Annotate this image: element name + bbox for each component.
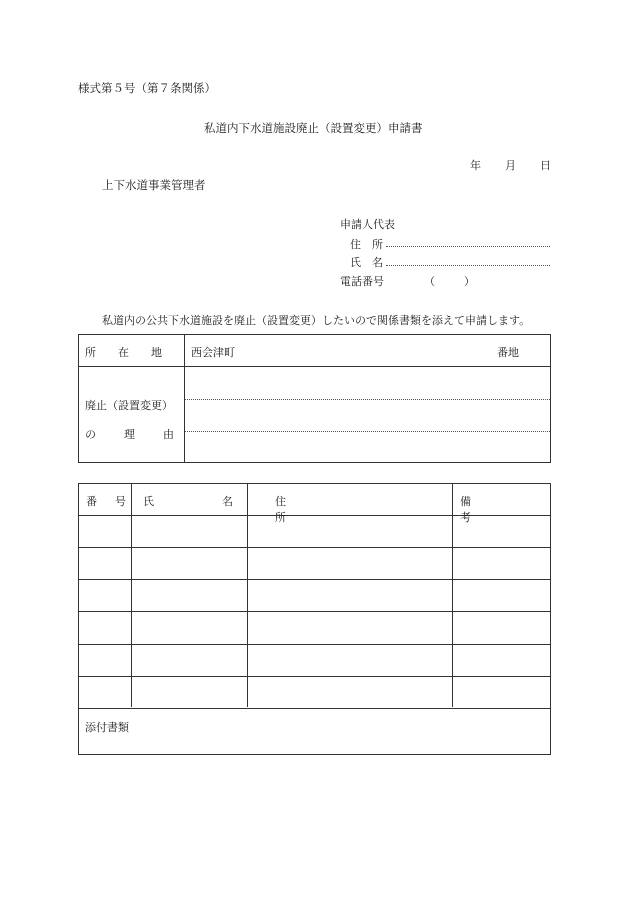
header-remarks: 備考	[460, 495, 536, 524]
location-label	[85, 344, 184, 360]
applicant-name-label: 氏 名	[350, 256, 383, 269]
table-row[interactable]	[79, 580, 550, 612]
reason-label-line1: 廃止（設置変更）	[85, 399, 173, 412]
header-address: 住所	[275, 495, 419, 524]
table-row[interactable]	[79, 548, 550, 580]
form-number: 様式第５号（第７条関係）	[78, 81, 216, 95]
phone-paren-open: （	[424, 275, 435, 288]
applicant-address-field[interactable]	[386, 246, 550, 247]
location-reason-table	[78, 334, 551, 463]
date-month-label: 月	[505, 159, 516, 172]
applicant-phone-label: 電話番号	[340, 275, 384, 288]
page-title: 私道内下水道施設廃止（設置変更）申請書	[204, 121, 423, 135]
location-town: 西会津町	[191, 346, 235, 359]
phone-paren-close: ）	[464, 275, 475, 288]
date-year-label: 年	[470, 159, 481, 172]
date-day-label: 日	[540, 159, 551, 172]
table1-row-divider	[79, 366, 550, 367]
owners-table	[78, 483, 551, 755]
table-row[interactable]	[79, 645, 550, 677]
header-name: 氏名	[143, 495, 301, 508]
reason-label-line2: の理由	[85, 428, 202, 441]
location-label-text: 所在地	[85, 346, 184, 359]
table-row[interactable]	[79, 516, 550, 548]
reason-line-2	[185, 431, 550, 432]
application-statement: 私道内の公共下水道施設を廃止（設置変更）したいので関係書類を添えて申請します。	[102, 314, 531, 327]
addressee: 上下水道事業管理者	[102, 178, 206, 192]
applicant-address-label: 住 所	[350, 238, 383, 251]
attachments-label: 添付書類	[85, 721, 129, 734]
header-number: 番号	[86, 495, 144, 508]
reason-line-1	[185, 399, 550, 400]
applicant-name-field[interactable]	[386, 265, 550, 266]
location-banchi: 番地	[497, 346, 519, 359]
applicant-heading: 申請人代表	[340, 218, 395, 231]
table-row[interactable]	[79, 612, 550, 644]
table-row[interactable]	[79, 677, 550, 709]
